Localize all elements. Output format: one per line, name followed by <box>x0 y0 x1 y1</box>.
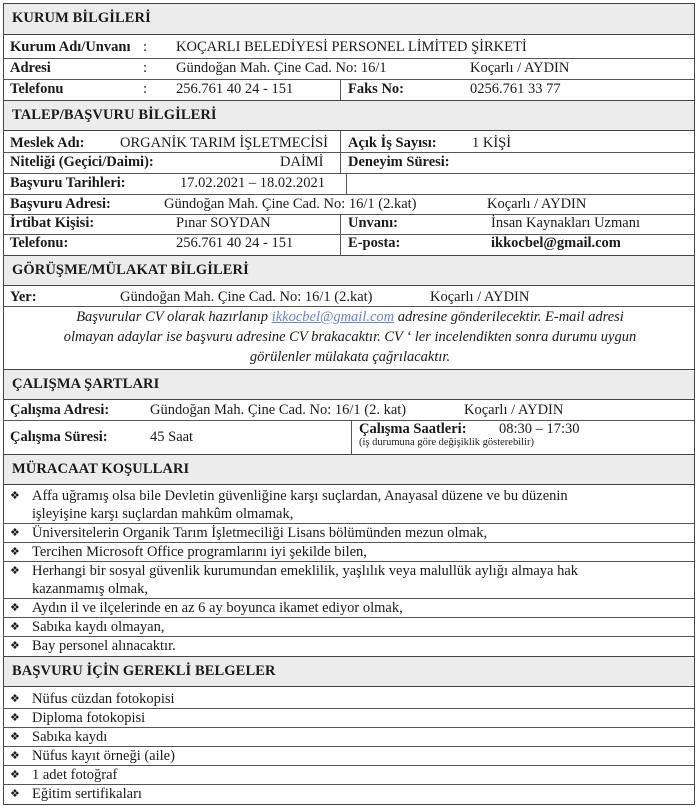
section-header-kurum: KURUM BİLGİLERİ <box>4 4 694 35</box>
calisma-sure-label: Çalışma Süresi: <box>10 429 108 445</box>
kurum-tel-value: 256.761 40 24 - 151 <box>176 81 294 97</box>
kurum-ad-value: KOÇARLI BELEDİYESİ PERSONEL LİMİTED ŞİRKETİ <box>176 39 527 55</box>
talep-unvan-value: İnsan Kaynakları Uzmanı <box>491 215 640 231</box>
talep-tarih-value: 17.02.2021 – 18.02.2021 <box>180 175 325 191</box>
talep-eposta-label: E-posta: <box>348 235 401 251</box>
talep-tel-value: 256.761 40 24 - 151 <box>176 235 294 251</box>
gorusme-note-line1b: adresine gönderilecektir. E-mail adresi <box>397 309 624 325</box>
gorusme-note <box>14 307 686 367</box>
colon: : <box>143 81 148 97</box>
calisma-adres-label: Çalışma Adresi: <box>10 402 110 418</box>
bullet-icon: ❖ <box>10 730 20 743</box>
list-item: ❖ Affa uğramış olsa bile Devletin güvenliğine karşı suçlardan, Anayasal düzene ve bu düzenin işleyişine karşı suçlardan mahkûm olmamak, <box>10 488 568 522</box>
talep-tarih-label: Başvuru Tarihleri: <box>10 175 126 191</box>
email-link[interactable]: ikkocbel@gmail.com <box>271 309 395 325</box>
bullet-icon: ❖ <box>10 768 20 781</box>
list-item: ❖ Diploma fotokopisi <box>10 710 146 726</box>
gorusme-note-line3: görülenler mülakata çağrılacaktır. <box>249 349 451 365</box>
talep-acik-value: 1 KİŞİ <box>472 135 512 151</box>
row-divider <box>4 58 694 59</box>
calisma-adres-value: Gündoğan Mah. Çine Cad. No: 16/1 (2. kat) <box>150 402 407 418</box>
section-header-belgeler: BAŞVURU İÇİN GEREKLİ BELGELER <box>4 656 694 687</box>
kurum-adres-value: Gündoğan Mah. Çine Cad. No: 16/1 <box>176 60 387 76</box>
row-divider <box>4 194 694 195</box>
list-item: ❖ Eğitim sertifikaları <box>10 786 142 802</box>
list-item: ❖ Sabıka kaydı <box>10 729 108 745</box>
gorusme-note-line1a: Başvurular CV olarak hazırlanıp <box>76 309 269 325</box>
kurum-tel-label: Telefonu <box>10 81 64 97</box>
bullet-icon: ❖ <box>10 711 20 724</box>
gorusme-yer-label: Yer: <box>10 289 37 305</box>
row-divider <box>4 173 694 174</box>
calisma-adres-city: Koçarlı / AYDIN <box>464 402 564 418</box>
gorusme-yer-value: Gündoğan Mah. Çine Cad. No: 16/1 (2.kat) <box>120 289 373 305</box>
bullet-icon: ❖ <box>10 564 20 577</box>
section-header-gorusme: GÖRÜŞME/MÜLAKAT BİLGİLERİ <box>4 255 694 286</box>
gorusme-yer-city: Koçarlı / AYDIN <box>430 289 530 305</box>
talep-meslek-value: ORGANİK TARIM İŞLETMECİSİ <box>120 135 329 151</box>
job-posting-document <box>3 3 695 805</box>
list-item: ❖ Herhangi bir sosyal güvenlik kurumundan emeklilik, yaşlılık veya malullük aylığı almaya hak kazanmamış olmak, <box>10 563 579 597</box>
kurum-ad-label: Kurum Adı/Unvanı <box>10 39 131 55</box>
bullet-icon: ❖ <box>10 749 20 762</box>
cell-divider <box>340 131 341 152</box>
talep-eposta-value: ikkocbel@gmail.com <box>491 235 621 251</box>
row-divider <box>4 152 694 153</box>
bullet-icon: ❖ <box>10 545 20 558</box>
cell-divider <box>351 420 352 454</box>
list-item: ❖ Üniversitelerin Organik Tarım İşletmeciliği Lisans bölümünden mezun olmak, <box>10 525 488 541</box>
calisma-saat-label: Çalışma Saatleri: <box>359 421 467 437</box>
colon: : <box>143 39 148 55</box>
calisma-saat-note: (iş durumuna göre değişiklik gösterebilir) <box>359 437 534 448</box>
kurum-adres-city: Koçarlı / AYDIN <box>470 60 570 76</box>
kurum-faks-label: Faks No: <box>348 81 404 97</box>
talep-nitelik-label: Niteliği (Geçici/Daimi): <box>10 154 154 170</box>
section-header-muracaat: MÜRACAAT KOŞULLARI <box>4 454 694 485</box>
calisma-sure-value: 45 Saat <box>150 429 194 445</box>
talep-nitelik-value: DAİMİ <box>280 154 324 170</box>
list-item: ❖ Aydın il ve ilçelerinde en az 6 ay boyunca ikamet ediyor olmak, <box>10 600 403 616</box>
section-header-calisma: ÇALIŞMA ŞARTLARI <box>4 369 694 400</box>
bullet-icon: ❖ <box>10 692 20 705</box>
list-item: ❖ 1 adet fotoğraf <box>10 767 118 783</box>
list-item: ❖ Tercihen Microsoft Office programlarını iyi şekilde bilen, <box>10 544 367 560</box>
list-item: ❖ Sabıka kaydı olmayan, <box>10 619 165 635</box>
talep-basvuru-adres-value: Gündoğan Mah. Çine Cad. No: 16/1 (2.kat) <box>164 196 417 212</box>
cell-divider <box>346 173 347 194</box>
talep-meslek-label: Meslek Adı: <box>10 135 85 151</box>
talep-irtibat-value: Pınar SOYDAN <box>176 215 271 231</box>
cell-divider <box>340 79 341 100</box>
talep-tel-label: Telefonu: <box>10 235 69 251</box>
kurum-adres-label: Adresi <box>10 60 51 76</box>
row-divider <box>4 420 694 421</box>
kurum-faks-value: 0256.761 33 77 <box>470 81 561 97</box>
talep-deneyim-label: Deneyim Süresi: <box>348 154 450 170</box>
row-divider <box>4 79 694 80</box>
bullet-icon: ❖ <box>10 526 20 539</box>
section-header-talep: TALEP/BAŞVURU BİLGİLERİ <box>4 100 694 131</box>
gorusme-note-line2: olmayan adaylar ise başvuru adresine CV brakacaktır. CV ‘ ler incelendikten sonra durumu uygun <box>63 329 637 345</box>
bullet-icon: ❖ <box>10 620 20 633</box>
talep-unvan-label: Unvanı: <box>348 215 398 231</box>
bullet-icon: ❖ <box>10 489 20 502</box>
calisma-saat-value: 08:30 – 17:30 <box>499 421 580 437</box>
list-item: ❖ Bay personel alınacaktır. <box>10 638 176 654</box>
talep-basvuru-adres-city: Koçarlı / AYDIN <box>487 196 587 212</box>
list-item: ❖ Nüfus kayıt örneği (aile) <box>10 748 175 764</box>
colon: : <box>143 60 148 76</box>
bullet-icon: ❖ <box>10 639 20 652</box>
list-item: ❖ Nüfus cüzdan fotokopisi <box>10 691 175 707</box>
talep-basvuru-adres-label: Başvuru Adresi: <box>10 196 111 212</box>
talep-acik-label: Açık İş Sayısı: <box>348 135 437 151</box>
cell-divider <box>340 152 341 173</box>
bullet-icon: ❖ <box>10 601 20 614</box>
bullet-icon: ❖ <box>10 787 20 800</box>
talep-irtibat-label: İrtibat Kişisi: <box>10 215 95 231</box>
